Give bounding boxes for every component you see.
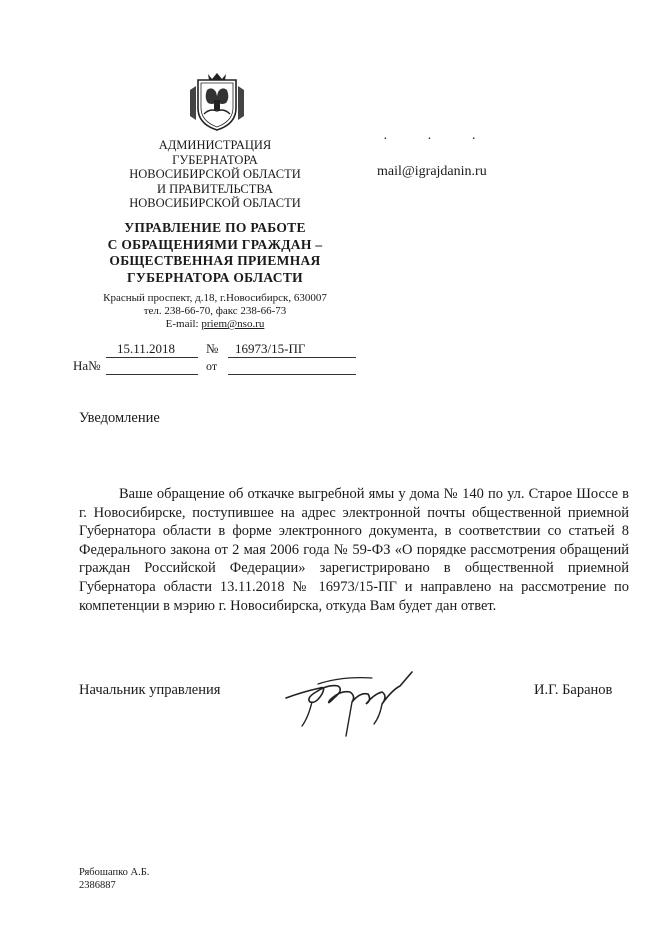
document-title: Уведомление (79, 410, 160, 426)
date-underline (106, 357, 198, 358)
dept-line: УПРАВЛЕНИЕ ПО РАБОТЕ (124, 220, 306, 235)
document-body (79, 485, 629, 615)
dept-line: ГУБЕРНАТОРА ОБЛАСТИ (127, 269, 303, 285)
email-label: E-mail: (165, 318, 202, 330)
signer-position: Начальник управления (79, 682, 221, 698)
recipient-email: mail@igrajdanin.ru (377, 164, 487, 179)
org-line: НОВОСИБИРСКОЙ ОБЛАСТИ (129, 196, 301, 211)
phones: тел. 238-66-70, факс 238-66-73 (143, 305, 287, 317)
from-label: от (206, 359, 218, 373)
outgoing-date: 15.11.2018 (117, 341, 176, 356)
coat-of-arms-icon (188, 70, 246, 132)
handwritten-signature-icon (282, 662, 432, 742)
email-link[interactable]: priem@nso.ru (201, 318, 265, 330)
dept-line: ОБЩЕСТВЕННАЯ ПРИЕМНАЯ (109, 253, 321, 268)
org-line: И ПРАВИТЕЛЬСТВА (157, 181, 273, 196)
address: Красный проспект, д.18, г.Новосибирск, 630007 (103, 292, 327, 304)
contact-block (40, 292, 390, 331)
body-paragraph: Ваше обращение об откачке выгребной ямы у дома № 140 по ул. Старое Шоссе в г. Новосибирске, поступившее на адрес электронной почты общественной приемной Губернатора области в форме электронного документа, в соответствии со статьей 8 Федерального закона от 2 мая 2006 года № 59-ФЗ «О порядке рассмотрения обращений граждан Российской Федерации» зарегистрировано в общественной приемной Губернатора области 13.11.2018 № 16973/15-ПГ и направлено на рассмотрение по компетенции в мэрию г. Новосибирска, откуда Вам будет дан ответ. (79, 486, 629, 614)
outgoing-number: 16973/15-ПГ (235, 341, 306, 356)
reply-date-line (228, 374, 356, 375)
org-line: НОВОСИБИРСКОЙ ОБЛАСТИ (129, 167, 301, 182)
org-name (40, 138, 390, 211)
org-line: АДМИНИСТРАЦИЯ (158, 138, 272, 152)
reply-label: На№ (73, 358, 101, 373)
executor-phone: 2386887 (79, 880, 116, 891)
executor-name: Рябошапко А.Б. (79, 867, 150, 878)
org-line: ГУБЕРНАТОРА (172, 152, 258, 167)
number-label: № (206, 341, 219, 356)
signer-name: И.Г. Баранов (534, 682, 613, 698)
executor-block (79, 866, 149, 892)
number-underline (228, 357, 356, 358)
department-name (40, 220, 390, 286)
reply-number-line (106, 374, 198, 375)
dept-line: С ОБРАЩЕНИЯМИ ГРАЖДАН – (107, 236, 323, 252)
recipient-dots: · · · (383, 132, 494, 147)
email-line (40, 318, 390, 331)
